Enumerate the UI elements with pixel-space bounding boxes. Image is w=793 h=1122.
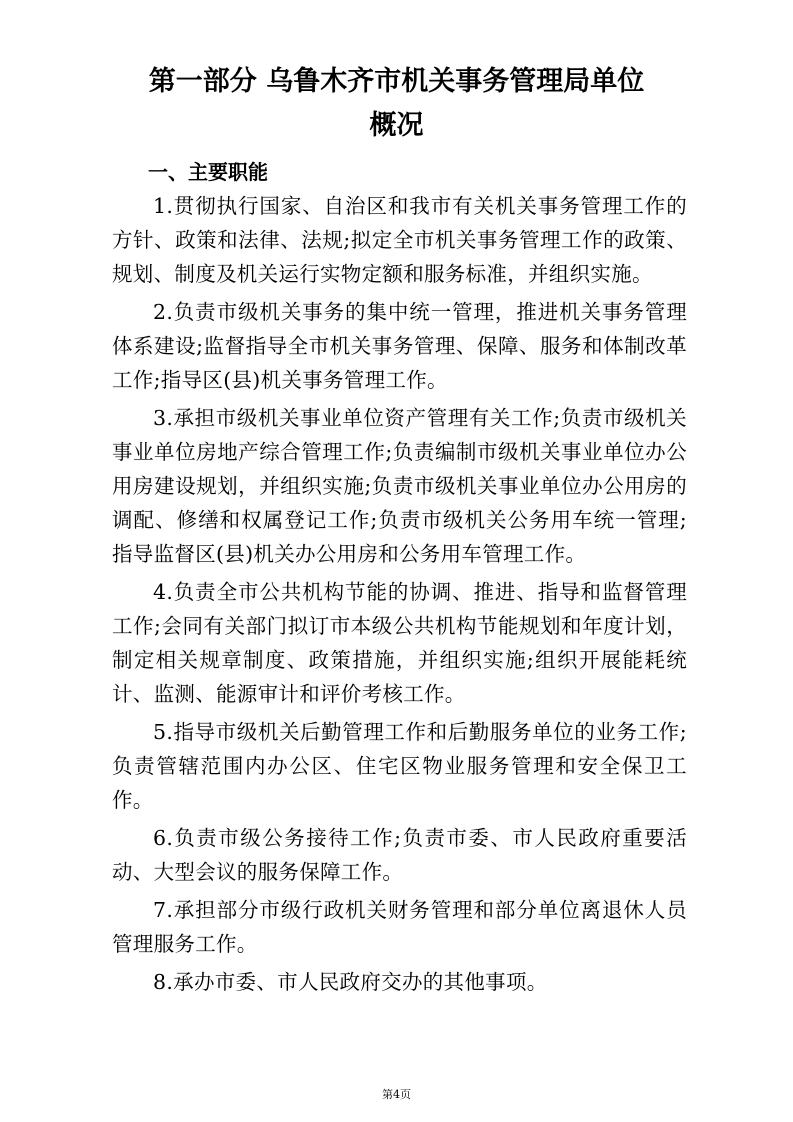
paragraph-4: 4.负责全市公共机构节能的协调、推进、指导和监督管理工作;会同有关部门拟订市本级公共机构节能规划和年度计划，制定相关规章制度、政策措施，并组织实施;组织开展能耗统计、监测、能源审计和评价考核工作。 (112, 580, 687, 706)
paragraph-7: 7.承担部分市级行政机关财务管理和部分单位离退休人员管理服务工作。 (112, 898, 687, 956)
paragraph-3: 3.承担市级机关事业单位资产管理有关工作;负责市级机关事业单位房地产综合管理工作;负责编制市级机关事业单位办公用房建设规划，并组织实施;负责市级机关事业单位办公用房的调配、修缮和权属登记工作;负责市级机关公务用车统一管理;指导监督区(县)机关办公用房和公务用车管理工作。 (112, 406, 687, 566)
paragraph-2: 2.负责市级机关事务的集中统一管理，推进机关事务管理体系建设;监督指导全市机关事务管理、保障、服务和体制改革工作;指导区(县)机关事务管理工作。 (112, 300, 687, 392)
document-title-line-1: 第一部分 乌鲁木齐市机关事务管理局单位 (148, 66, 645, 97)
document-title-line-2: 概况 (369, 110, 424, 141)
paragraph-1: 1.贯彻执行国家、自治区和我市有关机关事务管理工作的方针、政策和法律、法规;拟定全市机关事务管理工作的政策、规划、制度及机关运行实物定额和服务标准，并组织实施。 (112, 194, 687, 286)
paragraph-8: 8.承办市委、市人民政府交办的其他事项。 (153, 970, 548, 994)
document-body (112, 189, 687, 1003)
page-number: 第4页 (382, 1088, 411, 1101)
paragraph-5: 5.指导市级机关后勤管理工作和后勤服务单位的业务工作;负责管辖范围内办公区、住宅区物业服务管理和安全保卫工作。 (112, 720, 687, 812)
section-heading: 一、主要职能 (148, 160, 268, 184)
paragraph-6: 6.负责市级公务接待工作;负责市委、市人民政府重要活动、大型会议的服务保障工作。 (112, 826, 687, 884)
